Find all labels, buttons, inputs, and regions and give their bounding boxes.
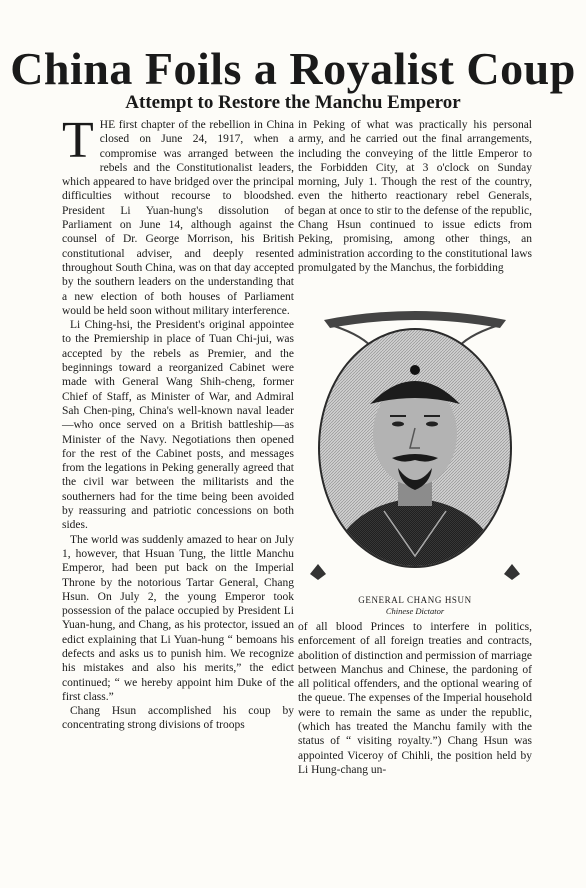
right-top-text: in Peking of what was practically his personal army, and he carried out the final arrangements, including the conveying of the little Emperor to the Forbidden City, at 3 o'clock on Sunday morning, July 1. Though the rest of the country, even the hitherto reactionary rebel Generals, began at once to stir to the defense of the republic, Chang Hsun continued to issue edicts from Peking, promising, among other things, an administration according to the constitutional laws promulgated by the Manchus, the forbidding bbox=[298, 119, 532, 274]
right-column-bottom bbox=[298, 620, 532, 777]
caption-role: Chinese Dictator bbox=[385, 606, 445, 616]
paragraph-1 bbox=[62, 112, 294, 318]
paragraph-2: Li Ching-hsi, the President's original appointee to the Premiership in place of Tuan Chi-jui, was accepted by the rebels as Premier, and the beginnings toward a reorganized Cabinet were made with General Wang Shih-cheng, former Chief of Staff, as Minister of War, and Admiral Sah Chen-ping, China's well-known naval leader—who once served on a British battleship—as Minister of the Navy. Negotiations then opened for the rest of the Cabinet posts, and messages from the legations in Peking generally agreed that the civil war between the militarists and the southerners had for the time being been avoided by reassuring and patriotic concessions on both sides. bbox=[62, 319, 294, 532]
article-title: China Foils a Royalist Coup bbox=[10, 43, 576, 94]
drop-cap: T bbox=[62, 112, 94, 169]
left-column bbox=[62, 112, 294, 733]
article-subtitle: Attempt to Restore the Manchu Emperor bbox=[125, 92, 461, 113]
portrait-engraving bbox=[304, 306, 526, 586]
paragraph-4: Chang Hsun accomplished his coup by concentrating strong divisions of troops bbox=[62, 705, 294, 732]
right-bottom-text: of all blood Princes to interfere in politics, enforcement of all foreign treaties and contracts, abolition of distinction and permission of marriage between Manchus and Chinese, the pardoning of all political offenders, and the optional wearing of the queue. The expenses of the Imperial household were to remain the same as under the republic, (which has treated the Manchu family with the status of “ visiting royalty.”) Chang Hsun was appointed Viceroy of Chihli, the position held by Li Hung-chang un- bbox=[298, 621, 532, 776]
paragraph-1-text: HE first chapter of the rebellion in China closed on June 24, 1917, when a compromise was arranged between the rebels and the Constitutionalist leaders, which appeared to have bridged over the principal difficulties without recourse to bloodshed. President Li Yuan-hung's dissolution of Parliament on June 14, although against the counsel of Dr. George Morrison, his British constitutional adviser, and deeply resented throughout South China, was on that day accepted by the southern leaders on the understanding that a new election of both houses of Parliament would be held soon without military interference. bbox=[62, 119, 294, 317]
paragraph-3: The world was suddenly amazed to hear on July 1, however, that Hsuan Tung, the little Manchu Emperor, had been put back on the Imperial Throne by the notorious Tartar General, Chang Hsun. On July 2, the young Emperor took possession of the palace occupied by President Li Yuan-hung, and Chang, as his protector, issued an edict explaining that Li Yuan-hung “ bemoans his defects and asks us to punish him. We recognize his mistakes and also his merits,” the edict continued; “ we hereby appoint him Duke of the first class.” bbox=[62, 533, 294, 703]
portrait-caption bbox=[298, 595, 532, 617]
right-column-top bbox=[298, 118, 532, 275]
portrait-image bbox=[304, 306, 526, 586]
caption-name: GENERAL CHANG HSUN bbox=[358, 595, 472, 605]
